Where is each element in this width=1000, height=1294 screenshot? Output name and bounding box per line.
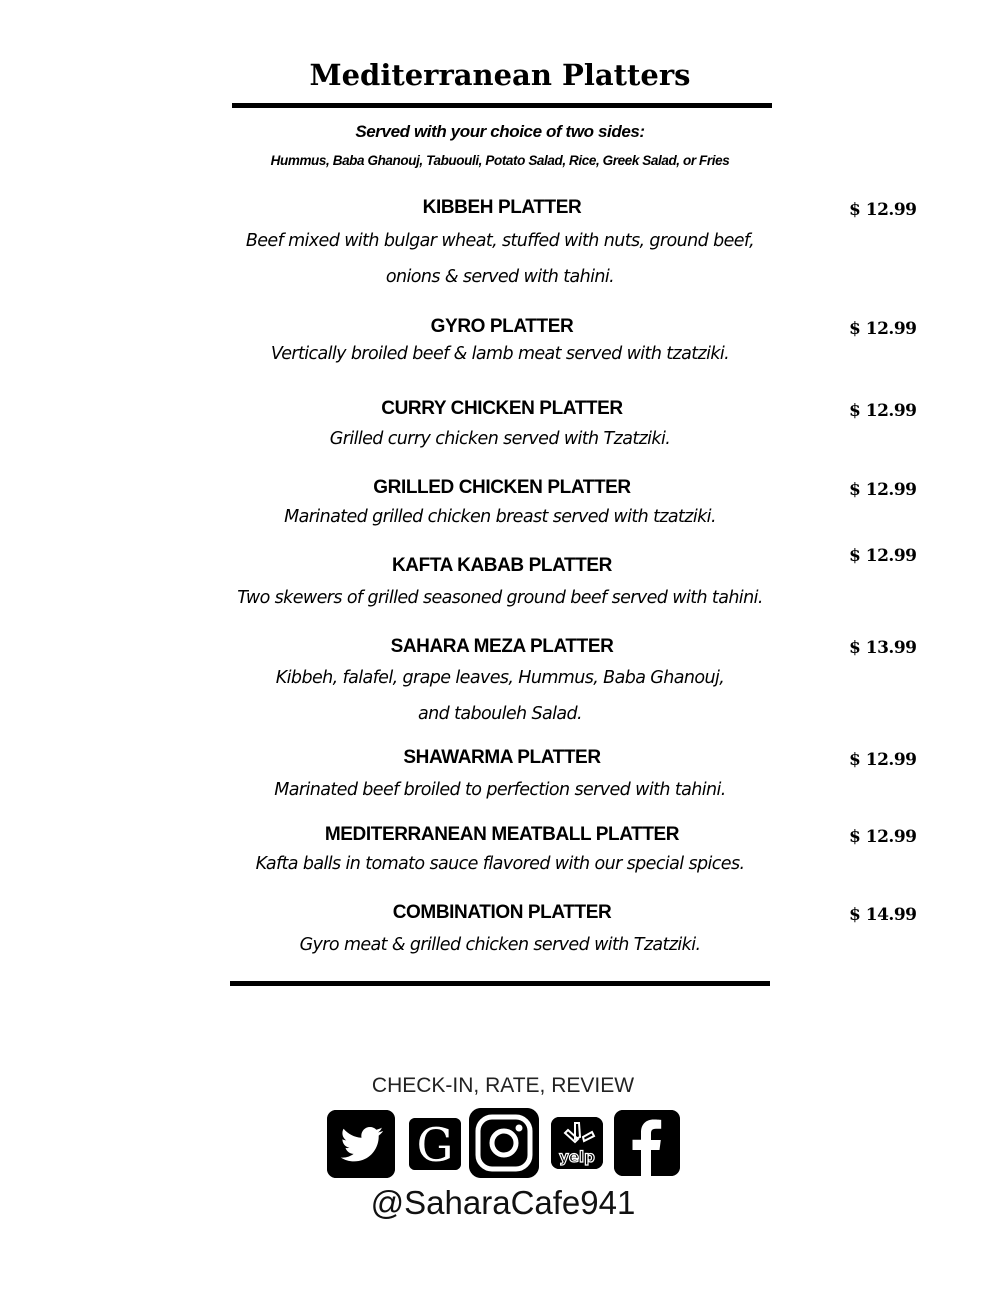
twitter-icon[interactable]: [327, 1110, 395, 1178]
item-name-meatball: MEDITERRANEAN MEATBALL PLATTER: [324, 824, 680, 845]
social-heading: CHECK-IN, RATE, REVIEW: [371, 1074, 635, 1097]
item-price-shawarma: $ 12.99: [849, 750, 917, 770]
item-name-sahara-meza: SAHARA MEZA PLATTER: [390, 636, 614, 657]
item-price-kibbeh: $ 12.99: [849, 200, 917, 220]
item-desc-combination: Gyro meat & grilled chicken served with Tzatziki.: [299, 935, 701, 955]
item-price-kafta-kabab: $ 12.99: [849, 546, 917, 566]
item-price-meatball: $ 12.99: [849, 827, 917, 847]
social-handle: @SaharaCafe941: [370, 1184, 636, 1221]
sides-intro: Served with your choice of two sides:: [355, 122, 645, 141]
social-icons: [327, 1108, 687, 1180]
item-name-grilled-chicken: GRILLED CHICKEN PLATTER: [373, 477, 631, 498]
menu-title: Mediterranean Platters: [309, 58, 691, 92]
item-price-gyro: $ 12.99: [849, 319, 917, 339]
item-price-combination: $ 14.99: [849, 905, 917, 925]
item-price-grilled-chicken: $ 12.99: [849, 480, 917, 500]
item-desc-sahara-meza-line2: and tabouleh Salad.: [418, 704, 582, 724]
item-name-shawarma: SHAWARMA PLATTER: [403, 747, 601, 768]
item-desc-kibbeh-line1: Beef mixed with bulgar wheat, stuffed with nuts, ground beef,: [245, 231, 755, 251]
bottom-divider: [230, 981, 770, 986]
item-price-sahara-meza: $ 13.99: [849, 638, 917, 658]
instagram-icon[interactable]: [469, 1108, 539, 1178]
item-desc-gyro: Vertically broiled beef & lamb meat served with tzatziki.: [270, 344, 730, 364]
sides-list: Hummus, Baba Ghanouj, Tabuouli, Potato Salad, Rice, Greek Salad, or Fries: [270, 153, 730, 168]
item-name-curry-chicken: CURRY CHICKEN PLATTER: [381, 398, 623, 419]
item-name-kafta-kabab: KAFTA KABAB PLATTER: [391, 555, 613, 576]
item-desc-sahara-meza-line1: Kibbeh, falafel, grape leaves, Hummus, Baba Ghanouj,: [275, 668, 725, 688]
item-name-combination: COMBINATION PLATTER: [392, 902, 612, 923]
item-desc-shawarma: Marinated beef broiled to perfection served with tahini.: [274, 780, 726, 800]
svg-text:yelp: yelp: [559, 1148, 595, 1166]
google-icon[interactable]: [409, 1118, 461, 1170]
item-desc-grilled-chicken: Marinated grilled chicken breast served with tzatziki.: [284, 507, 716, 527]
item-desc-meatball: Kafta balls in tomato sauce flavored with our special spices.: [255, 854, 745, 874]
facebook-icon[interactable]: [614, 1110, 680, 1176]
yelp-icon[interactable]: [551, 1117, 603, 1169]
top-divider: [232, 103, 772, 108]
item-desc-curry-chicken: Grilled curry chicken served with Tzatziki.: [329, 429, 671, 449]
item-name-gyro: GYRO PLATTER: [430, 316, 574, 337]
item-desc-kafta-kabab: Two skewers of grilled seasoned ground beef served with tahini.: [237, 588, 763, 608]
item-price-curry-chicken: $ 12.99: [849, 401, 917, 421]
item-name-kibbeh: KIBBEH PLATTER: [422, 197, 582, 218]
svg-text:G: G: [416, 1118, 454, 1170]
item-desc-kibbeh-line2: onions & served with tahini.: [385, 267, 615, 287]
